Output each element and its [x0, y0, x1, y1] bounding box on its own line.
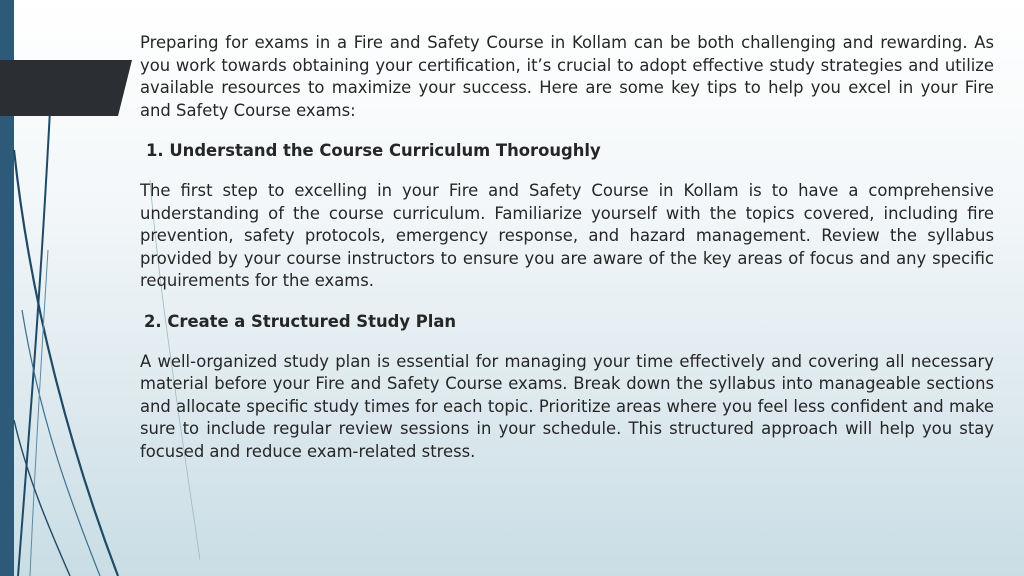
content-area: [140, 32, 994, 464]
intro-paragraph: Preparing for exams in a Fire and Safety Course in Kollam can be both challenging and rewarding. As you work towards obtaining your certification, it’s crucial to adopt effective study strategies and utilize available resources to maximize your success. Here are some key tips to help you excel in your Fire and Safety Course exams:: [140, 33, 994, 120]
section2-paragraph: A well-organized study plan is essential for managing your time effectively and covering all necessary material before your Fire and Safety Course exams. Break down the syllabus into manageable sections and allocate specific study times for each topic. Prioritize areas where you feel less confident and make sure to include regular review sessions in your schedule. This structured approach will help you stay focused and reduce exam-related stress.: [140, 351, 994, 461]
title-flag-shape: [0, 60, 132, 116]
section1-paragraph: The first step to excelling in your Fire and Safety Course in Kollam is to have a comprehensive understanding of the course curriculum. Familiarize yourself with the topics covered, including fire prevention, safety protocols, emergency response, and hazard management. Review the syllabus provided by your course instructors to ensure you are aware of the key areas of focus and any specific requirements for the exams.: [140, 180, 994, 291]
section1-heading: 1. Understand the Course Curriculum Thoroughly: [146, 141, 601, 161]
section2-heading: 2. Create a Structured Study Plan: [144, 311, 457, 331]
